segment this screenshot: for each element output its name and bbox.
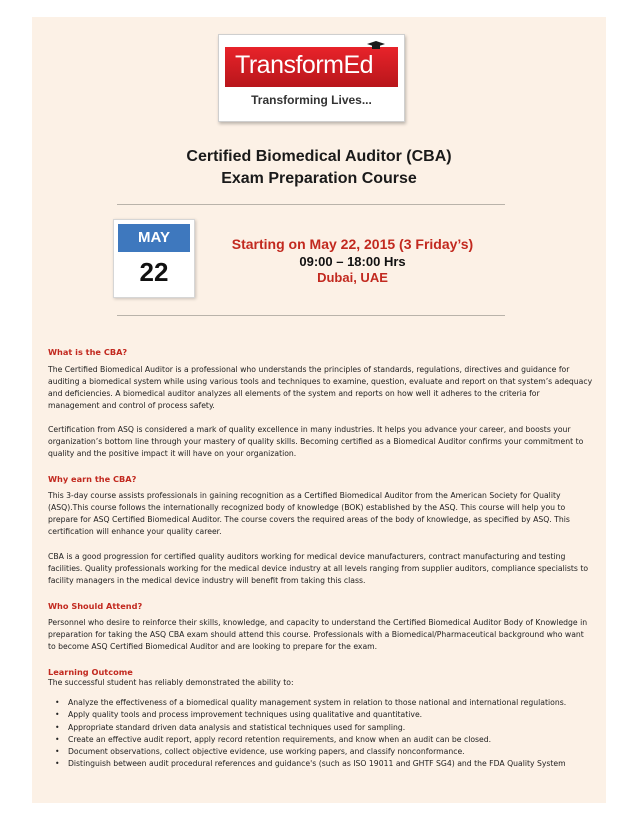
list-item: • Distinguish between audit procedural references and guidance's (such as ISO 19011 and GHTF SG4) and the FDA Quality System	[48, 758, 608, 770]
list-item: • Analyze the effectiveness of a biomedical quality management system in relation to those national and international regulations.	[48, 697, 608, 709]
heading-why-earn-cba: Why earn the CBA?	[48, 474, 137, 484]
course-title-line1: Certified Biomedical Auditor (CBA)	[186, 148, 452, 165]
paragraph-what-2: Certification from ASQ is considered a mark of quality excellence in many industries. It helps you advance your career, and boosts your organization’s bottom line through your mastery of quality skills. Becoming certified as a Biomedical Auditor confirms your commitment to quality and the positive impact it will have on your organization.	[48, 425, 584, 458]
paragraph-why-2: CBA is a good progression for certified quality auditors working for medical device manufacturers, contract manufacturing and testing facilities. Quality professionals working for the medical device industry at all levels ranging from supplier auditors, compliance specialists to facility managers in the medical device industry will benefit from taking this class.	[48, 552, 589, 585]
bullet-icon: •	[55, 698, 60, 707]
paragraph-who-1: Personnel who desire to reinforce their skills, knowledge, and capacity to understand the Certified Biomedical Auditor Body of Knowledge in preparation for taking the ASQ CBA exam should attend this course. Professionals with a Biomedical/Pharmaceutical background who want to become ASQ Certified Biomedical Auditor and are looking to prepare for the exam.	[48, 618, 588, 651]
event-hours: 09:00 – 18:00 Hrs	[299, 254, 406, 269]
divider-bottom	[117, 315, 505, 316]
paragraph-what-1: The Certified Biomedical Auditor is a professional who understands the principles of standards, regulations, directives and guidance for auditing a biomedical system while using various tools and techniques to examine, question, evaluate and report on that system’s adequacy and deficiencies. A biomedical auditor analyzes all elements of the system and reports on how well it adheres to the criteria for management and control of process safety.	[48, 365, 593, 410]
bullet-icon: •	[55, 722, 60, 732]
event-start-date: Starting on May 22, 2015 (3 Friday’s)	[231, 236, 474, 252]
heading-what-is-cba: What is the CBA?	[48, 347, 128, 357]
learning-intro: The successful student has reliably demonstrated the ability to:	[48, 678, 294, 687]
course-title-line2: Exam Preparation Course	[221, 170, 417, 187]
event-location: Dubai, UAE	[317, 270, 388, 285]
bullet-icon: •	[55, 710, 60, 720]
learning-outcomes-list	[48, 697, 608, 771]
calendar-month: MAY	[118, 224, 190, 252]
list-item: • Appropriate standard driven data analysis and statistical techniques used for sampling.	[48, 722, 608, 734]
calendar-date-badge	[113, 219, 195, 298]
logo-brand-text: TransformEd	[235, 51, 374, 79]
list-item: • Apply quality tools and process improvement techniques using qualitative and quantitative.	[48, 709, 608, 721]
list-item: • Create an effective audit report, apply record retention requirements, and know when an audit can be closed.	[48, 734, 608, 746]
graduation-cap-icon	[367, 41, 385, 49]
paragraph-why-1: This 3-day course assists professionals in gaining recognition as a Certified Biomedical Auditor from the American Society for Quality (ASQ).This course follows the internationally recognized body of knowledge (BOK) established by the ASQ. This course will help you to prepare for ASQ Certified Biomedical Auditor. The course covers the required areas of the body of knowledge, as specified by ASQ. This certification will enhance your quality career.	[48, 491, 570, 536]
bullet-icon: •	[55, 759, 60, 769]
divider-top	[117, 204, 505, 205]
logo-tagline: Transforming Lives...	[251, 93, 372, 107]
transformed-logo	[218, 34, 405, 122]
calendar-day: 22	[139, 257, 169, 287]
heading-who-should-attend: Who Should Attend?	[48, 601, 143, 611]
list-item: • Document observations, collect objective evidence, use working papers, and classify nonconformance.	[48, 746, 608, 758]
bullet-icon: •	[55, 734, 60, 744]
bullet-icon: •	[55, 747, 60, 757]
heading-learning-outcome: Learning Outcome	[48, 667, 133, 677]
